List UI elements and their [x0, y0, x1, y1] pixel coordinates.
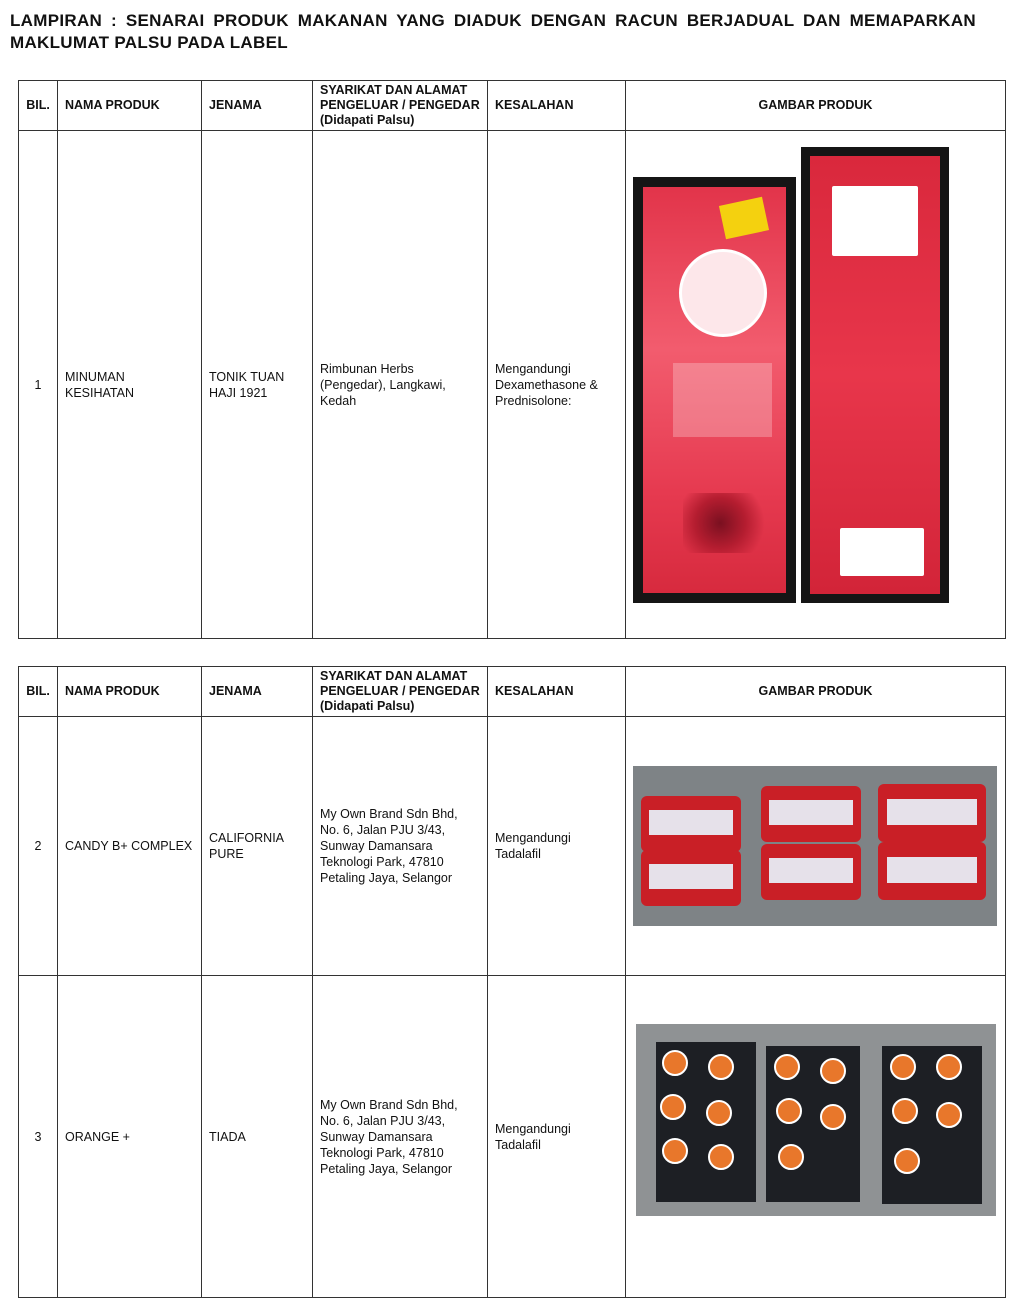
- row-bil: 2: [19, 717, 58, 976]
- header-kesalahan: KESALAHAN: [488, 81, 626, 131]
- orange-sachets-image: [636, 1024, 996, 1216]
- header-kesalahan: KESALAHAN: [488, 667, 626, 717]
- tin-graphic: [761, 844, 861, 900]
- header-gambar-produk: GAMBAR PRODUK: [626, 667, 1006, 717]
- tin-graphic: [878, 784, 986, 842]
- row-kesalahan: Mengandungi Tadalafil: [488, 717, 626, 976]
- header-syarikat-line3: (Didapati Palsu): [320, 113, 415, 127]
- header-syarikat-line1: SYARIKAT DAN ALAMAT: [320, 83, 468, 97]
- row-nama-produk: ORANGE +: [58, 976, 202, 1298]
- row-kesalahan: Mengandungi Tadalafil: [488, 976, 626, 1298]
- product-image-cell: [626, 976, 1006, 1298]
- row-syarikat: Rimbunan Herbs (Pengedar), Langkawi, Kedah: [313, 131, 488, 639]
- candy-tins-image: [633, 766, 997, 926]
- table-row: [19, 131, 1006, 639]
- product-image-cell: [626, 717, 1006, 976]
- row-bil: 3: [19, 976, 58, 1298]
- row-jenama: TONIK TUAN HAJI 1921: [202, 131, 313, 639]
- tin-graphic: [878, 842, 986, 900]
- tin-graphic: [761, 786, 861, 842]
- best-seller-badge-graphic: [719, 197, 769, 239]
- row-jenama: CALIFORNIA PURE: [202, 717, 313, 976]
- table-row: [19, 976, 1006, 1298]
- header-bil: BIL.: [19, 81, 58, 131]
- tonic-box-front-image: [633, 177, 796, 603]
- row-kesalahan: Mengandungi Dexamethasone & Prednisolone:: [488, 131, 626, 639]
- header-syarikat-line2: PENGELUAR / PENGEDAR: [320, 684, 480, 698]
- product-table-2: [18, 666, 1006, 1298]
- document-title: LAMPIRAN : SENARAI PRODUK MAKANAN YANG DIADUK DENGAN RACUN BERJADUAL DAN MEMAPARKAN MAKLUMAT PALSU PADA LABEL: [10, 11, 976, 52]
- header-nama-produk: NAMA PRODUK: [58, 81, 202, 131]
- header-jenama: JENAMA: [202, 667, 313, 717]
- tin-graphic: [641, 850, 741, 906]
- header-syarikat-line1: SYARIKAT DAN ALAMAT: [320, 669, 468, 683]
- product-title-graphic: [673, 363, 772, 437]
- tin-graphic: [641, 796, 741, 852]
- product-table-1: [18, 80, 1006, 639]
- header-syarikat-line2: PENGELUAR / PENGEDAR: [320, 98, 480, 112]
- tonic-box-back-image: [801, 147, 949, 603]
- header-bil: BIL.: [19, 667, 58, 717]
- row-nama-produk: CANDY B+ COMPLEX: [58, 717, 202, 976]
- header-nama-produk: NAMA PRODUK: [58, 667, 202, 717]
- table-header-row: [19, 81, 1006, 131]
- nutrition-label-graphic: [832, 186, 918, 256]
- header-gambar-produk: GAMBAR PRODUK: [626, 81, 1006, 131]
- price-label-graphic: [840, 528, 924, 576]
- product-image-cell: [626, 131, 1006, 639]
- table-row: [19, 717, 1006, 976]
- table-header-row: [19, 667, 1006, 717]
- pomegranate-graphic: [683, 493, 776, 553]
- header-syarikat: [313, 667, 488, 717]
- header-jenama: JENAMA: [202, 81, 313, 131]
- portrait-graphic: [679, 249, 767, 337]
- row-nama-produk: MINUMAN KESIHATAN: [58, 131, 202, 639]
- header-syarikat-line3: (Didapati Palsu): [320, 699, 415, 713]
- header-syarikat: [313, 81, 488, 131]
- row-syarikat: My Own Brand Sdn Bhd, No. 6, Jalan PJU 3/43, Sunway Damansara Teknologi Park, 47810 Petaling Jaya, Selangor: [313, 976, 488, 1298]
- row-syarikat: My Own Brand Sdn Bhd, No. 6, Jalan PJU 3/43, Sunway Damansara Teknologi Park, 47810 Petaling Jaya, Selangor: [313, 717, 488, 976]
- row-jenama: TIADA: [202, 976, 313, 1298]
- row-bil: 1: [19, 131, 58, 639]
